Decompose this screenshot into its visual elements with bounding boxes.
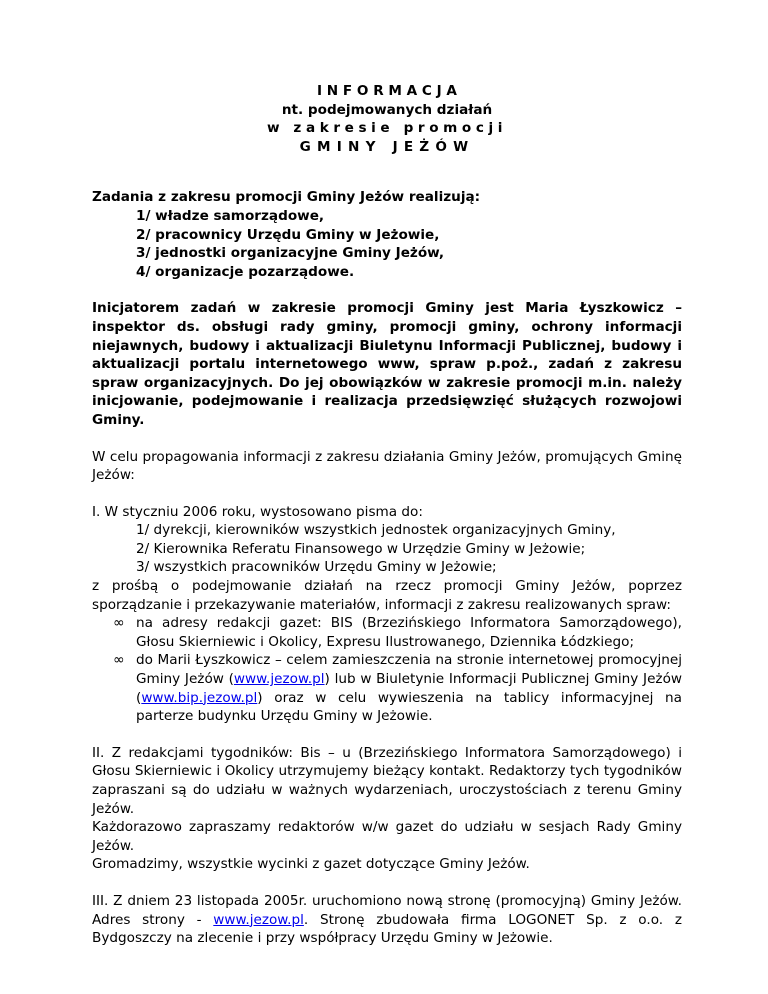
bullet-text: na adresy redakcji gazet: BIS (Brzezińskiego Informatora Samorządowego), Głosu Skierniewic i Okolicy, Expresu Ilustrowanego, Dziennika Łódzkiego;	[136, 615, 682, 650]
link-jezow[interactable]: www.jezow.pl	[213, 911, 304, 928]
section-1-request: z prośbą o podejmowanie działań na rzecz promocji Gminy Jeżów, poprzez sporządzanie i przekazywanie materiałów, informacji z zakresu realizowanych spraw:	[92, 578, 682, 613]
title-line-subject: nt. podejmowanych działań	[281, 101, 493, 118]
bullet-text-part: ) lub w Biuletynie Informacji Publicznej Gminy Jeżów (	[136, 671, 682, 706]
tasks-item: 3/ jednostki organizacyjne Gminy Jeżów,	[136, 245, 445, 262]
tasks-section	[92, 188, 682, 281]
tasks-item: 1/ władze samorządowe,	[136, 207, 325, 224]
bullet-item-website	[92, 651, 682, 725]
tasks-item: 4/ organizacje pozarządowe.	[136, 263, 355, 280]
section-1-lead: I. W styczniu 2006 roku, wystosowano pisma do:	[92, 503, 423, 520]
section-3-text: III. Z dniem 23 listopada 2005r. uruchomiono nową stronę (promocyjną) Gminy Jeżów. Adres strony -	[92, 892, 682, 928]
recipient-item: 1/ dyrekcji, kierowników wszystkich jednostek organizacyjnych Gminy,	[136, 522, 616, 539]
recipient-item: 3/ wszystkich pracowników Urzędu Gminy w Jeżowie;	[136, 559, 497, 576]
document-title	[92, 82, 682, 156]
title-line-informacja: I N F O R M A C J A	[317, 83, 457, 99]
recipient-item: 2/ Kierownika Referatu Finansowego w Urzędzie Gminy w Jeżowie;	[136, 540, 586, 557]
tasks-item: 2/ pracownicy Urzędu Gminy w Jeżowie,	[136, 226, 440, 243]
tasks-heading: Zadania z zakresu promocji Gminy Jeżów realizują:	[92, 189, 481, 206]
link-bip-jezow[interactable]: www.bip.jezow.pl	[141, 689, 258, 706]
bullet-text-part: do Marii Łyszkowicz – celem zamieszczenia na stronie internetowej promocyjnej Gminy Jeżów (	[136, 652, 682, 688]
bullet-item-newspapers	[92, 614, 682, 651]
section-2-paragraph: Gromadzimy, wszystkie wycinki z gazet dotyczące Gminy Jeżów.	[92, 856, 530, 873]
infinity-bullet-icon: ∞	[113, 615, 125, 632]
infinity-bullet-icon: ∞	[113, 652, 125, 669]
title-line-scope: w zakresie promocji	[266, 120, 508, 137]
section-1	[92, 503, 682, 726]
bullet-text-part: ) oraz w celu wywieszenia na tablicy informacyjnej na parterze budynku Urzędu Gminy w Jeżowie.	[136, 689, 682, 725]
section-3-text: . Stronę zbudowała firma LOGONET Sp. z o.o. z Bydgoszczy na zlecenie i przy współpracy Urzędu Gminy w Jeżowie.	[92, 911, 682, 947]
link-jezow[interactable]: www.jezow.pl	[233, 671, 325, 688]
section-2-paragraph: II. Z redakcjami tygodników: Bis – u (Brzezińskiego Informatora Samorządowego) i Głosu Skierniewic i Okolicy utrzymujemy bieżący kontakt. Redaktorzy tych tygodników zapraszani są do udziału w ważnych wydarzeniach, uroczystościach z terenu Gminy Jeżów.	[92, 744, 682, 817]
section-2	[92, 744, 682, 874]
bullet-list	[92, 614, 682, 726]
document-page	[92, 82, 682, 966]
intro-paragraph: W celu propagowania informacji z zakresu działania Gminy Jeżów, promujących Gminę Jeżów:	[92, 448, 682, 484]
title-line-municipality: GMINY JEŻÓW	[299, 138, 475, 155]
initiator-paragraph: Inicjatorem zadań w zakresie promocji Gminy jest Maria Łyszkowicz – inspektor ds. obsługi rady gminy, promocji gminy, ochrony informacji niejawnych, budowy i aktualizacji Biuletynu Informacji Publicznej, budowy i aktualizacji portalu internetowego www, spraw p.poż., zadań z zakresu spraw organizacyjnych. Do jej obowiązków w zakresie promocji m.in. należy inicjowanie, podejmowanie i realizacja przedsięwzięć służących rozwojowi Gminy.	[92, 300, 682, 428]
section-2-paragraph: Każdorazowo zapraszamy redaktorów w/w gazet do udziału w sesjach Rady Gminy Jeżów.	[92, 819, 682, 854]
section-3	[92, 892, 682, 948]
